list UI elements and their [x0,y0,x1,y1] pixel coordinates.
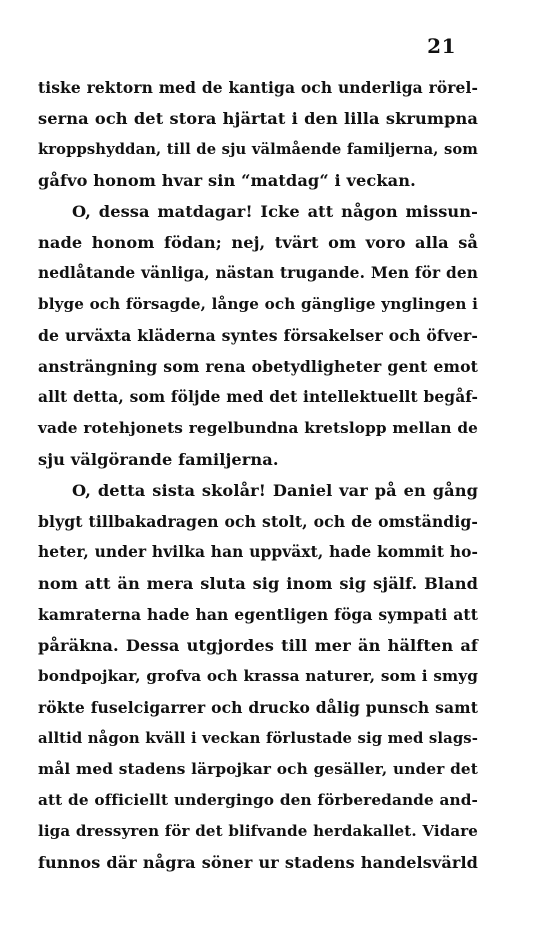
page-number: 21 [427,34,456,58]
text-line: rökte fuselcigarrer och drucko dålig punsch samt [38,698,478,717]
text-line: serna och det stora hjärtat i den lilla skrumpna [38,109,478,128]
text-line: alltid någon kväll i veckan förlustade sig med slags- [38,730,478,747]
text-line: funnos där några söner ur stadens handelsvärld [38,853,478,872]
text-line: de urväxta kläderna syntes försakelser och öfver- [38,326,478,345]
text-line: vade rotehjonets regelbundna kretslopp mellan de [38,419,478,437]
text-line: mål med stadens lärpojkar och gesäller, under det [38,760,478,778]
text-line: O, detta sista skolår! Daniel var på en gång [72,481,478,500]
body-text [38,72,478,878]
text-line: ansträngning som rena obetydligheter gent emot [38,357,478,376]
text-line: O, dessa matdagar! Icke att någon missun- [72,202,478,221]
text-line: nedlåtande vänliga, nästan trugande. Men för den [38,264,478,282]
text-line: bondpojkar, grofva och krassa naturer, som i smyg [38,667,478,685]
text-line: nade honom födan; nej, tvärt om voro alla så [38,233,478,252]
text-line: gåfvo honom hvar sin “matdag“ i veckan. [38,171,416,190]
text-line: att de officiellt undergingo den förberedande and- [38,791,478,809]
text-line: heter, under hvilka han uppväxt, hade kommit ho- [38,543,478,561]
text-line: kamraterna hade han egentligen föga sympati att [38,605,478,624]
text-line: sju välgörande familjerna. [38,450,279,469]
text-line: nom att än mera sluta sig inom sig själf. Bland [38,574,478,593]
text-line: allt detta, som följde med det intellektuellt begåf- [38,388,478,406]
text-line: påräkna. Dessa utgjordes till mer än hälften af [38,636,478,655]
text-line: blyge och försagde, långe och gänglige ynglingen i [38,295,478,313]
text-line: blygt tillbakadragen och stolt, och de omständig- [38,512,478,531]
text-line: kroppshyddan, till de sju välmående familjerna, som [38,141,478,158]
text-line: tiske rektorn med de kantiga och underliga rörel- [38,78,478,97]
text-line: liga dressyren för det blifvande herdakallet. Vidare [38,822,478,840]
